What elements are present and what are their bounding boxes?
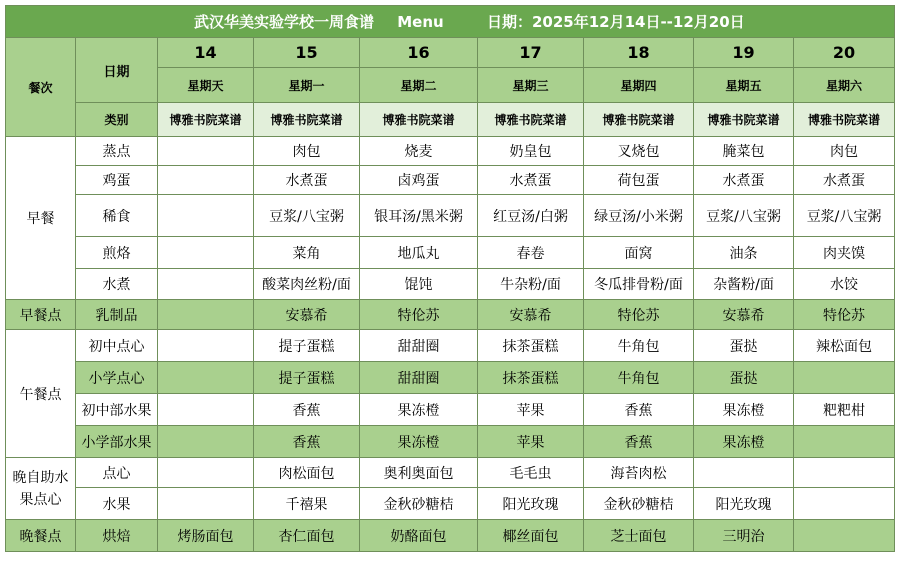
- category-type-row: [6, 103, 895, 137]
- table-row: [6, 330, 895, 362]
- day-date: 14: [158, 38, 254, 68]
- menu-cell: 果冻橙: [694, 394, 794, 426]
- menu-cell: 三明治: [694, 520, 794, 552]
- menu-cell: 水饺: [794, 269, 895, 300]
- day-weekday: 星期五: [694, 68, 794, 103]
- menu-cell: [794, 362, 895, 394]
- menu-cell: 抹茶蛋糕: [478, 330, 584, 362]
- table-row: [6, 426, 895, 458]
- day-weekday: 星期六: [794, 68, 895, 103]
- table-row: [6, 195, 895, 237]
- menu-table: [5, 5, 895, 552]
- menu-cell: 酸菜肉丝粉/面: [254, 269, 360, 300]
- menu-cell: 阳光玫瑰: [478, 488, 584, 520]
- meal-breakfast: 早餐: [6, 137, 76, 300]
- day-date: 20: [794, 38, 895, 68]
- day-menu-type: 博雅书院菜谱: [158, 103, 254, 137]
- menu-cell: 烧麦: [360, 137, 478, 166]
- menu-cell: 水煮蛋: [254, 166, 360, 195]
- menu-cell: 金秋砂糖桔: [360, 488, 478, 520]
- menu-cell: 油条: [694, 237, 794, 269]
- menu-cell: 香蕉: [584, 394, 694, 426]
- menu-cell: 豆浆/八宝粥: [694, 195, 794, 237]
- date-row: [6, 38, 895, 68]
- category-cell: 小学点心: [76, 362, 158, 394]
- table-row: [6, 237, 895, 269]
- menu-cell: [794, 458, 895, 488]
- table-row: [6, 394, 895, 426]
- school-menu-title: 武汉华美实验学校一周食谱: [194, 13, 375, 31]
- table-row: [6, 137, 895, 166]
- menu-cell: 肉夹馍: [794, 237, 895, 269]
- menu-cell: 肉包: [254, 137, 360, 166]
- menu-cell: 牛角包: [584, 362, 694, 394]
- menu-cell: [794, 520, 895, 552]
- menu-cell: 毛毛虫: [478, 458, 584, 488]
- menu-cell: 香蕉: [254, 394, 360, 426]
- menu-cell: 奶皇包: [478, 137, 584, 166]
- category-header: 类别: [76, 103, 158, 137]
- day-menu-type: 博雅书院菜谱: [360, 103, 478, 137]
- menu-cell: 粑粑柑: [794, 394, 895, 426]
- day-menu-type: 博雅书院菜谱: [694, 103, 794, 137]
- menu-cell: [158, 426, 254, 458]
- day-menu-type: 博雅书院菜谱: [254, 103, 360, 137]
- menu-cell: 冬瓜排骨粉/面: [584, 269, 694, 300]
- meal-header: 餐次: [6, 38, 76, 137]
- menu-cell: 叉烧包: [584, 137, 694, 166]
- menu-cell: [158, 394, 254, 426]
- menu-cell: 甜甜圈: [360, 330, 478, 362]
- menu-cell: 菜角: [254, 237, 360, 269]
- menu-cell: 苹果: [478, 394, 584, 426]
- day-date: 19: [694, 38, 794, 68]
- meal-morning-snack: 早餐点: [6, 300, 76, 330]
- menu-cell: 苹果: [478, 426, 584, 458]
- menu-cell: [158, 458, 254, 488]
- day-date: 15: [254, 38, 360, 68]
- day-date: 18: [584, 38, 694, 68]
- day-date: 16: [360, 38, 478, 68]
- menu-cell: 绿豆汤/小米粥: [584, 195, 694, 237]
- date-range: 日期：2025年12月14日--12月20日: [486, 13, 745, 31]
- date-header: 日期: [76, 38, 158, 103]
- menu-cell: [158, 195, 254, 237]
- menu-cell: [158, 237, 254, 269]
- menu-cell: [158, 488, 254, 520]
- menu-label: Menu: [397, 13, 444, 31]
- menu-cell: 安慕希: [254, 300, 360, 330]
- title-row: [6, 6, 895, 38]
- category-cell: 水煮: [76, 269, 158, 300]
- day-weekday: 星期一: [254, 68, 360, 103]
- day-date: 17: [478, 38, 584, 68]
- menu-cell: [158, 166, 254, 195]
- menu-cell: 芝士面包: [584, 520, 694, 552]
- menu-cell: 春卷: [478, 237, 584, 269]
- menu-cell: [158, 330, 254, 362]
- menu-cell: 杂酱粉/面: [694, 269, 794, 300]
- menu-cell: 果冻橙: [360, 394, 478, 426]
- menu-cell: 千禧果: [254, 488, 360, 520]
- menu-cell: 安慕希: [694, 300, 794, 330]
- menu-cell: 香蕉: [254, 426, 360, 458]
- table-row: [6, 166, 895, 195]
- menu-cell: [794, 426, 895, 458]
- menu-cell: 甜甜圈: [360, 362, 478, 394]
- menu-cell: 特伦苏: [794, 300, 895, 330]
- menu-cell: [794, 488, 895, 520]
- menu-cell: 果冻橙: [360, 426, 478, 458]
- menu-cell: 地瓜丸: [360, 237, 478, 269]
- menu-cell: 牛角包: [584, 330, 694, 362]
- menu-cell: 果冻橙: [694, 426, 794, 458]
- menu-cell: 奶酪面包: [360, 520, 478, 552]
- menu-cell: 特伦苏: [360, 300, 478, 330]
- day-weekday: 星期四: [584, 68, 694, 103]
- menu-cell: 蛋挞: [694, 330, 794, 362]
- menu-cell: 安慕希: [478, 300, 584, 330]
- category-cell: 初中点心: [76, 330, 158, 362]
- day-weekday: 星期天: [158, 68, 254, 103]
- menu-cell: [158, 137, 254, 166]
- menu-cell: 面窝: [584, 237, 694, 269]
- menu-cell: 水煮蛋: [694, 166, 794, 195]
- menu-cell: 抹茶蛋糕: [478, 362, 584, 394]
- table-row: [6, 458, 895, 488]
- menu-cell: 豆浆/八宝粥: [254, 195, 360, 237]
- day-menu-type: 博雅书院菜谱: [794, 103, 895, 137]
- menu-cell: 肉松面包: [254, 458, 360, 488]
- category-cell: 煎烙: [76, 237, 158, 269]
- category-cell: 点心: [76, 458, 158, 488]
- meal-evening-snack: 晚自助水果点心: [6, 458, 76, 520]
- menu-cell: 海苔肉松: [584, 458, 694, 488]
- menu-cell: 馄饨: [360, 269, 478, 300]
- menu-cell: 水煮蛋: [794, 166, 895, 195]
- menu-cell: 提子蛋糕: [254, 330, 360, 362]
- day-menu-type: 博雅书院菜谱: [584, 103, 694, 137]
- menu-cell: 肉包: [794, 137, 895, 166]
- menu-cell: 杏仁面包: [254, 520, 360, 552]
- menu-cell: 红豆汤/白粥: [478, 195, 584, 237]
- menu-cell: 豆浆/八宝粥: [794, 195, 895, 237]
- menu-cell: 水煮蛋: [478, 166, 584, 195]
- table-row: [6, 269, 895, 300]
- category-cell: 乳制品: [76, 300, 158, 330]
- menu-cell: 阳光玫瑰: [694, 488, 794, 520]
- category-cell: 小学部水果: [76, 426, 158, 458]
- category-cell: 烘焙: [76, 520, 158, 552]
- category-cell: 初中部水果: [76, 394, 158, 426]
- menu-cell: 卤鸡蛋: [360, 166, 478, 195]
- menu-cell: 银耳汤/黑米粥: [360, 195, 478, 237]
- menu-cell: 香蕉: [584, 426, 694, 458]
- category-cell: 鸡蛋: [76, 166, 158, 195]
- day-weekday: 星期三: [478, 68, 584, 103]
- menu-cell: 牛杂粉/面: [478, 269, 584, 300]
- day-weekday: 星期二: [360, 68, 478, 103]
- table-row: [6, 520, 895, 552]
- day-menu-type: 博雅书院菜谱: [478, 103, 584, 137]
- table-row: [6, 362, 895, 394]
- menu-cell: [158, 362, 254, 394]
- menu-title: [6, 6, 895, 38]
- menu-cell: 特伦苏: [584, 300, 694, 330]
- meal-dinner-snack: 晚餐点: [6, 520, 76, 552]
- menu-cell: [694, 458, 794, 488]
- menu-cell: 金秋砂糖桔: [584, 488, 694, 520]
- menu-cell: 椰丝面包: [478, 520, 584, 552]
- menu-cell: 辣松面包: [794, 330, 895, 362]
- category-cell: 水果: [76, 488, 158, 520]
- menu-cell: [158, 300, 254, 330]
- menu-cell: [158, 269, 254, 300]
- category-cell: 蒸点: [76, 137, 158, 166]
- menu-cell: 蛋挞: [694, 362, 794, 394]
- table-row: [6, 300, 895, 330]
- menu-cell: 烤肠面包: [158, 520, 254, 552]
- menu-cell: 提子蛋糕: [254, 362, 360, 394]
- menu-cell: 荷包蛋: [584, 166, 694, 195]
- menu-cell: 奥利奥面包: [360, 458, 478, 488]
- category-cell: 稀食: [76, 195, 158, 237]
- table-row: [6, 488, 895, 520]
- meal-afternoon-snack: 午餐点: [6, 330, 76, 458]
- menu-cell: 腌菜包: [694, 137, 794, 166]
